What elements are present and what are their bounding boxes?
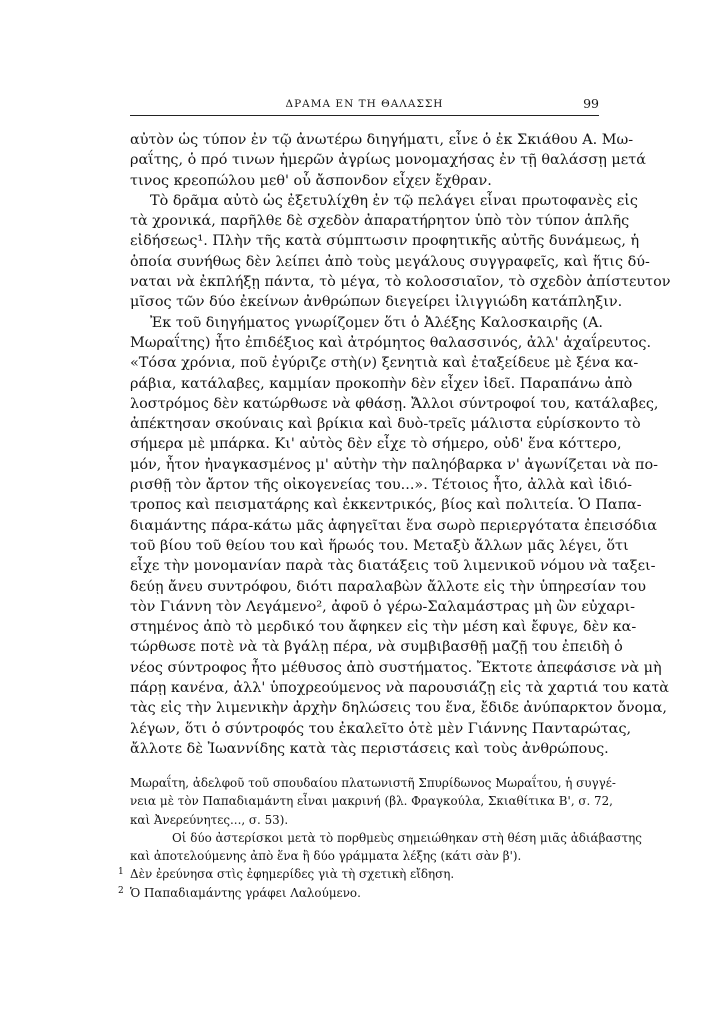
text-line: τώρθωσε ποτὲ νὰ τὰ βγάλῃ πέρα, νὰ συμβιβασθῇ μαζῇ του ἐπειδὴ ὁ <box>130 639 623 656</box>
footnotes <box>118 774 642 902</box>
text-line: ἄλλοτε δὲ Ἰωαννίδης κατὰ τὰς περιστάσεις καὶ τοὺς ἀνθρώπους. <box>130 740 609 757</box>
text-line: αὐτὸν ὡς τύπον ἐν τῷ ἀνωτέρω διηγήματι, εἶνε ὁ ἐκ Σκιάθου Α. Μω- <box>130 132 634 148</box>
footnote-1 <box>118 865 599 883</box>
text-line: τὸν Γιάννη τὸν Λεγάμενο², ἀφοῦ ὁ γέρω-Σαλαμάστρας μὴ ὢν εὐχαρι- <box>130 598 635 615</box>
text-line: διαμάντης πάρα-κάτω μᾶς ἀφηγεῖται ἕνα σωρὸ περιεργότατα ἐπεισόδια <box>130 517 657 534</box>
text-line: «Τόσα χρόνια, ποῦ ἐγύριζε στὴ(ν) ξενητιὰ καὶ ἐταξείδευε μὲ ξένα κα- <box>130 355 639 372</box>
text-line: τὰ χρονικά, παρῆλθε δὲ σχεδὸν ἀπαρατήρητον ὑπὸ τὸν τύπον ἁπλῆς <box>130 213 630 230</box>
text-line: νέος σύντροφος ἦτο μέθυσος ἀπὸ συστήματος. Ἔκτοτε ἀπεφάσισε νὰ μὴ <box>130 659 662 676</box>
paragraph <box>130 191 671 313</box>
footnote-2 <box>118 884 599 902</box>
footnote-line: Οἱ δύο ἀστερίσκοι μετὰ τὸ πορθμεὺς σημειώθηκαν στὴ θέση μιᾶς ἀδιάβαστης <box>172 830 642 845</box>
text-line: λοστρόμος δὲν κατώρθωσε νὰ φθάσῃ. Ἄλλοι σύντροφοί του, κατάλαβες, <box>130 395 659 412</box>
text-line: ὁποία συνήθως δὲν λείπει ἀπὸ τοὺς μεγάλους συγγραφεῖς, καὶ ἥτις δύ- <box>130 253 650 270</box>
footnote-line: καὶ ἀποτελούμενης ἀπὸ ἕνα ἢ δύο γράμματα λέξης (κάτι σὰν β'). <box>130 849 522 864</box>
text-line: λέγων, ὅτι ὁ σύντροφός του ἐκαλεῖτο ὁτὲ μὲν Γιάννης Πανταρώτας, <box>130 720 632 737</box>
footnote-text: Ὁ Παπαδιαμάντης γράφει Λαλούμενο. <box>130 885 361 900</box>
text-line: τινος κρεοπώλου μεθ' οὗ ἄσπονδον εἶχεν ἔχθραν. <box>130 172 492 189</box>
text-line: ναται νὰ ἐκπλήξῃ πάντα, τὸ μέγα, τὸ κολοσσιαῖον, τὸ σχεδὸν ἀπίστευτον <box>130 274 671 291</box>
footnote-line: καὶ Ἀνερεύνητες..., σ. 53). <box>130 812 289 827</box>
text-line: ρισθῇ τὸν ἄρτον τῆς οἰκογενείας του...». Τέτοιος ἦτο, ἀλλὰ καὶ ἰδιό- <box>130 477 633 494</box>
paragraph <box>130 130 646 191</box>
text-line: τὰς εἰς τὴν λιμενικὴν ἀρχὴν δηλώσεις του ἕνα, ἔδιδε ἀνύπαρκτον ὄνομα, <box>130 700 667 717</box>
text-line: Μωραΐτης) ἦτο ἐπιδέξιος καὶ ἀτρόμητος θαλασσινός, ἀλλ' ἀχαΐρευτος. <box>130 334 652 351</box>
text-line: δεύῃ ἄνευ συντρόφου, διότι παραλαβὼν ἄλλοτε εἰς τὴν ὑπηρεσίαν του <box>130 578 646 595</box>
text-line: μῖσος τῶν δύο ἐκείνων ἀνθρώπων διεγείρει ἰλιγγιώδη κατάπληξιν. <box>130 294 623 311</box>
footnote-line: νεια μὲ τὸν Παπαδιαμάντη εἶναι μακρινή (βλ. Φραγκούλα, Σκιαθίτικα Β', σ. 72, <box>130 794 613 809</box>
running-head <box>130 95 599 116</box>
editorial-note <box>130 829 642 866</box>
footnote-continuation <box>130 774 616 829</box>
footnote-line: Μωραΐτη, ἀδελφοῦ τοῦ σπουδαίου πλατωνιστῆ Σπυρίδωνος Μωραΐτου, ἡ συγγέ- <box>130 776 616 790</box>
text-line: ράβια, κατάλαβες, καμμίαν προκοπὴν δὲν εἶχεν ἰδεῖ. Παραπάνω ἀπὸ <box>130 375 633 392</box>
page-number: 99 <box>583 96 599 111</box>
text-line: τοῦ βίου τοῦ θείου του καὶ ἥρωός του. Μεταξὺ ἄλλων μᾶς λέγει, ὅτι <box>130 537 629 554</box>
text-line: πάρῃ κανένα, ἀλλ' ὑποχρεούμενος νὰ παρουσιάζῃ εἰς τὰ χαρτιά του κατὰ <box>130 680 670 697</box>
text-line: μόν, ἦτον ἠναγκασμένος μ' αὐτὴν τὴν παληόβαρκα ν' ἀγωνίζεται νὰ πο- <box>130 456 658 473</box>
text-line: στημένος ἀπὸ τὸ μερδικό του ἄφηκεν εἰς τὴν μέση καὶ ἔφυγε, δὲν κα- <box>130 619 637 636</box>
running-head-title: ΔΡΑΜΑ ΕΝ ΤΗ ΘΑΛΑΣΣΗ <box>285 98 444 110</box>
text-line: σήμερα μὲ μπάρκα. Κι' αὐτὸς δὲν εἶχε τὸ σήμερο, οὐδ' ἕνα κόττερο, <box>130 436 622 453</box>
footnote-text: Δὲν ἐρεύνησα στὶς ἐφημερίδες γιὰ τὴ σχετικὴ εἴδηση. <box>130 867 455 882</box>
text-line: εἶχε τὴν μονομανίαν παρὰ τὰς διατάξεις τοῦ λιμενικοῦ νόμου νὰ ταξει- <box>130 558 656 575</box>
footnote-mark: 2 <box>118 885 124 896</box>
footnote-mark: 1 <box>118 867 124 878</box>
text-line: εἰδήσεως¹. Πλὴν τῆς κατὰ σύμπτωσιν προφητικῆς αὐτῆς δυνάμεως, ἡ <box>130 233 640 250</box>
body-text <box>130 130 671 759</box>
text-line: Ἐκ τοῦ διηγήματος γνωρίζομεν ὅτι ὁ Ἀλέξης Καλοσκαιρῆς (Α. <box>150 314 604 331</box>
text-line: ραΐτης, ὁ πρό τινων ἡμερῶν ἀγρίως μονομαχήσας ἐν τῇ θαλάσσῃ μετά <box>130 152 646 169</box>
text-line: Τὸ δρᾶμα αὐτὸ ὡς ἐξετυλίχθη ἐν τῷ πελάγει εἶναι πρωτοφανὲς εἰς <box>150 192 638 209</box>
text-line: τροπος καὶ πεισματάρης καὶ ἐκκεντρικός, βίος καὶ πολιτεία. Ὁ Παπα- <box>130 497 642 514</box>
paragraph <box>130 313 670 760</box>
text-line: ἀπέκτησαν σκούναις καὶ βρίκια καὶ δυὸ-τρεῖς μάλιστα εὑρίσκοντο τὸ <box>130 416 641 433</box>
